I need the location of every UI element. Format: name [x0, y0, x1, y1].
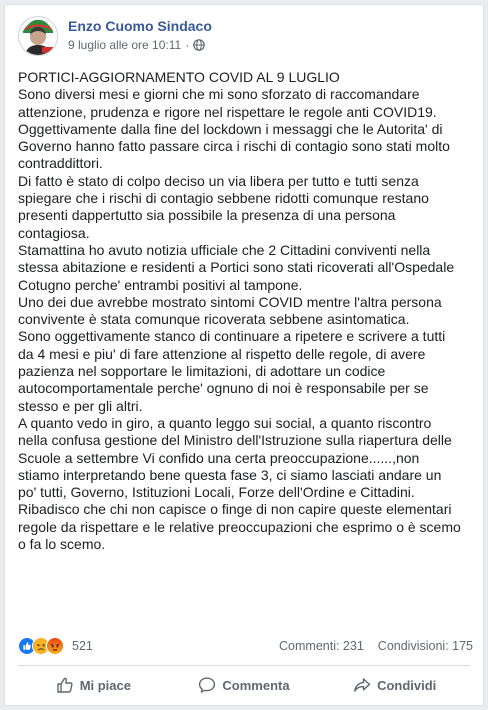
comment-icon	[198, 676, 216, 694]
shares-count[interactable]: Condivisioni: 175	[377, 639, 473, 653]
post-line: o fa lo scemo.	[18, 536, 106, 553]
comment-button[interactable]	[169, 667, 320, 703]
post-line: da 4 mesi e piu' di fare attenzione al rispetto delle regole, di avere	[18, 345, 426, 362]
stats-spacer	[364, 639, 378, 653]
post-line: Cotugno perche' entrambi positivi al tampone.	[18, 276, 303, 293]
post-line: Oggettivamente dalla fine del lockdown i messaggi che le Autorita' di	[18, 120, 443, 137]
post-line: convivente è stata comunque ricoverata sebbene asintomatica.	[18, 311, 410, 328]
author-avatar[interactable]	[18, 16, 58, 56]
angry-icon	[46, 637, 64, 655]
post-line: contraddittori.	[18, 155, 103, 172]
globe-icon[interactable]	[193, 39, 205, 51]
post-line: stesso e per gli altri.	[18, 397, 143, 414]
post-line: Uno dei due avrebbe mostrato sintomi COVID mentre l'altra persona	[18, 293, 442, 310]
post-line: Governo hanno fatto passare circa i rischi di contagio sono stati molto	[18, 138, 450, 155]
thumbs-up-icon	[56, 676, 74, 694]
post-line: Di fatto è stato di colpo deciso un via libera per tutto e tutti senza	[18, 172, 419, 189]
post-line: autocomportamentale perche' ognuno di noi è responsabile per se	[18, 380, 429, 397]
post-line: attenzione, prudenza e rigore nel rispettare le regole anti COVID19.	[18, 103, 437, 120]
post-timestamp[interactable]: 9 luglio alle ore 10:11	[68, 38, 182, 52]
post-stats	[18, 635, 473, 657]
post-line: PORTICI-AGGIORNAMENTO COVID AL 9 LUGLIO	[18, 69, 340, 85]
post-actions	[18, 667, 470, 703]
post-meta	[68, 38, 205, 52]
reaction-count: 521	[72, 639, 93, 653]
post-line: Sono diversi mesi e giorni che mi sono sforzato di raccomandare	[18, 86, 420, 103]
share-icon	[353, 676, 371, 694]
post-line: Ribadisco che chi non capisce o finge di non capire queste elementari	[18, 501, 452, 518]
like-label: Mi piace	[79, 677, 131, 693]
post-line: A quanto vedo in giro, a quanto leggo sui social, a quanto riscontro	[18, 414, 432, 431]
author-name[interactable]: Enzo Cuomo Sindaco	[68, 18, 212, 34]
post-line: Scuole a settembre Vi confido una certa preoccupazione......,non	[18, 449, 420, 466]
share-button[interactable]	[319, 667, 470, 703]
avatar-image	[19, 17, 57, 55]
post-header	[18, 13, 468, 57]
like-button[interactable]	[18, 667, 169, 703]
post-line: po' tutti, Governo, Istituzioni Locali, Forze dell'Ordine e Cittadini.	[18, 484, 415, 501]
share-label: Condividi	[377, 677, 437, 693]
post-line: contagiosa.	[18, 224, 90, 241]
meta-separator: ·	[185, 38, 190, 52]
comment-label: Commenta	[222, 677, 290, 693]
post-card	[4, 4, 484, 706]
actions-divider	[18, 665, 470, 666]
post-line: presenti dappertutto sia possibile la presenza di una persona	[18, 207, 396, 224]
reactions-summary[interactable]	[18, 637, 93, 655]
post-line: nella confusa gestione del Ministro dell'Istruzione sulla riapertura delle	[18, 432, 452, 449]
post-line: stessa abitazione e residenti a Portici sono stati ricoverati all'Ospedale	[18, 259, 455, 276]
post-line: stiamo interpretando bene questa fase 3, ci siamo lasciati andare un	[18, 466, 442, 483]
comments-count[interactable]: Commenti: 231	[279, 639, 364, 653]
post-line: regole da rispettare e le relative preoccupazioni che esprimo o è scemo	[18, 518, 461, 535]
post-body	[18, 69, 476, 553]
post-line: pazienza nel sopportare le limitazioni, di adottare un codice	[18, 363, 386, 380]
engagement-counts	[279, 639, 473, 653]
post-line: Stamattina ho avuto notizia ufficiale che 2 Cittadini conviventi nella	[18, 241, 431, 258]
post-line: Sono oggettivamente stanco di continuare a ripetere e scrivere a tutti	[18, 328, 446, 345]
post-line: spiegare che i rischi di contagio sebbene ridotti comunque restano	[18, 190, 429, 207]
